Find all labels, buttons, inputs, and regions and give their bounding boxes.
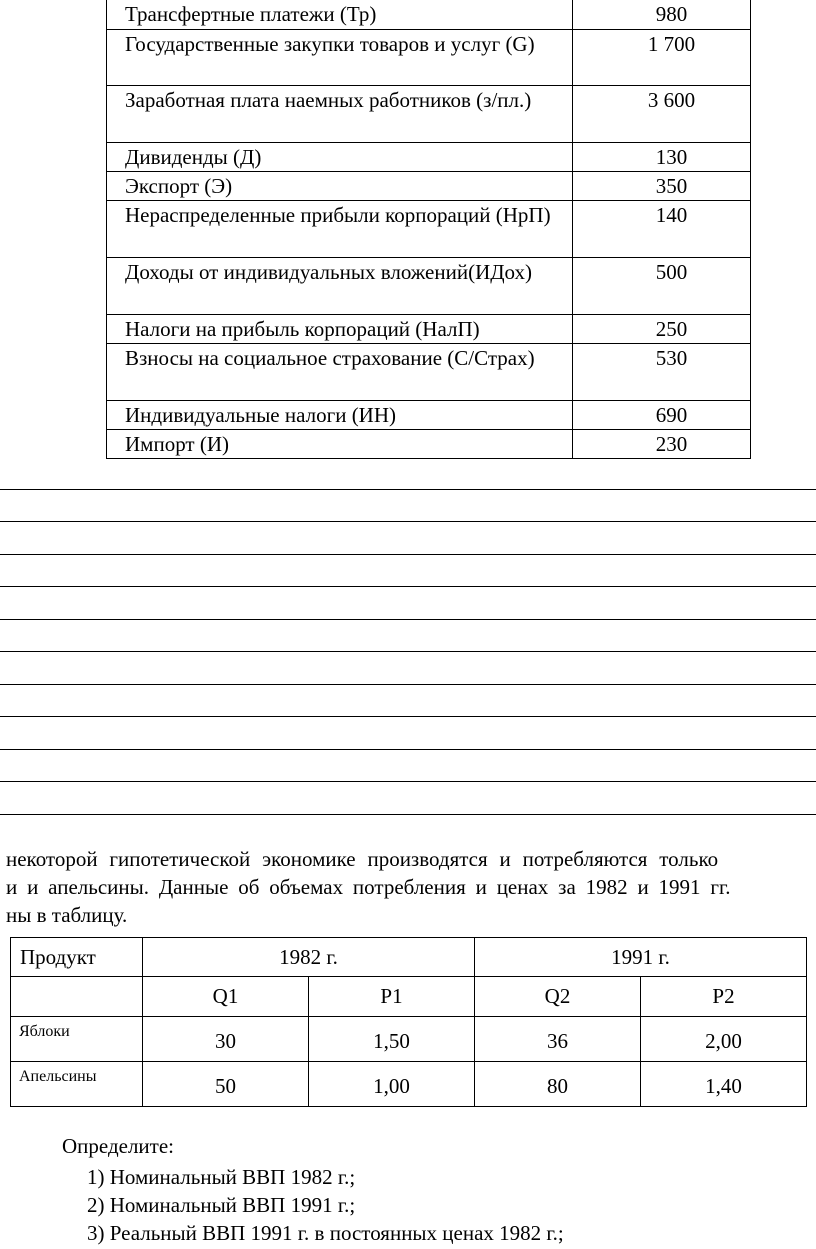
answer-line[interactable] [0, 716, 816, 717]
table-cell: 1,50 [309, 1017, 475, 1062]
year-header: 1991 г. [475, 938, 807, 977]
table-row [107, 314, 751, 343]
table-row [107, 171, 751, 200]
empty-cell [11, 977, 143, 1017]
table-cell: 2,00 [641, 1017, 807, 1062]
problem-text-line: и и апельсины. Данные об объемах потребления и ценах за 1982 и 1991 гг. [6, 875, 731, 899]
answer-line[interactable] [0, 749, 816, 750]
consumption-price-table [10, 937, 807, 1107]
table-row [107, 343, 751, 400]
row-label: Экспорт (Э) [107, 171, 573, 200]
problem-text-line: некоторой гипотетической экономике производятся и потребляются только [6, 847, 719, 871]
table-cell: 36 [475, 1017, 641, 1062]
row-value: 250 [573, 314, 751, 343]
table-cell: 80 [475, 1062, 641, 1107]
task-item: 2) Номинальный ВВП 1991 г.; [87, 1193, 356, 1217]
table-cell: 50 [143, 1062, 309, 1107]
row-value: 130 [573, 142, 751, 171]
table-row [107, 429, 751, 458]
row-label: Дивиденды (Д) [107, 142, 573, 171]
income-data-table [106, 0, 751, 459]
table-row [107, 142, 751, 171]
row-value: 980 [573, 0, 751, 29]
table-row [107, 400, 751, 429]
answer-line[interactable] [0, 684, 816, 685]
row-value: 350 [573, 171, 751, 200]
table-row [107, 200, 751, 257]
answer-line[interactable] [0, 814, 816, 815]
row-label: Нераспределенные прибыли корпораций (НрП) [107, 200, 573, 257]
table-cell: 30 [143, 1017, 309, 1062]
column-header: P2 [641, 977, 807, 1017]
row-value: 690 [573, 400, 751, 429]
product-name: Апельсины [11, 1062, 143, 1107]
product-header: Продукт [11, 938, 143, 977]
answer-line[interactable] [0, 554, 816, 555]
row-value: 1 700 [573, 29, 751, 85]
row-value: 500 [573, 257, 751, 314]
table-header-row [11, 977, 807, 1017]
row-label: Доходы от индивидуальных вложений(ИДох) [107, 257, 573, 314]
answer-line[interactable] [0, 489, 816, 490]
table-row [11, 1017, 807, 1062]
task-item: 1) Номинальный ВВП 1982 г.; [87, 1165, 356, 1189]
row-label: Импорт (И) [107, 429, 573, 458]
row-value: 530 [573, 343, 751, 400]
row-label: Государственные закупки товаров и услуг (G) [107, 29, 573, 85]
answer-line[interactable] [0, 521, 816, 522]
row-label: Взносы на социальное страхование (С/Страх) [107, 343, 573, 400]
row-value: 140 [573, 200, 751, 257]
table-row [107, 29, 751, 85]
table-cell: 1,00 [309, 1062, 475, 1107]
table-row [107, 85, 751, 142]
year-header: 1982 г. [143, 938, 475, 977]
answer-line[interactable] [0, 586, 816, 587]
row-value: 3 600 [573, 85, 751, 142]
row-value: 230 [573, 429, 751, 458]
row-label: Налоги на прибыль корпораций (НалП) [107, 314, 573, 343]
task-title: Определите: [62, 1134, 175, 1158]
table-header-row [11, 938, 807, 977]
answer-line[interactable] [0, 651, 816, 652]
table-row [107, 0, 751, 29]
column-header: Q2 [475, 977, 641, 1017]
column-header: Q1 [143, 977, 309, 1017]
row-label: Индивидуальные налоги (ИН) [107, 400, 573, 429]
table-row [107, 257, 751, 314]
row-label: Заработная плата наемных работников (з/пл.) [107, 85, 573, 142]
task-item: 3) Реальный ВВП 1991 г. в постоянных ценах 1982 г.; [87, 1221, 564, 1245]
answer-line[interactable] [0, 619, 816, 620]
table-cell: 1,40 [641, 1062, 807, 1107]
column-header: P1 [309, 977, 475, 1017]
problem-text-line: ны в таблицу. [6, 903, 128, 927]
answer-line[interactable] [0, 781, 816, 782]
product-name: Яблоки [11, 1017, 143, 1062]
row-label: Трансфертные платежи (Тр) [107, 0, 573, 29]
table-row [11, 1062, 807, 1107]
